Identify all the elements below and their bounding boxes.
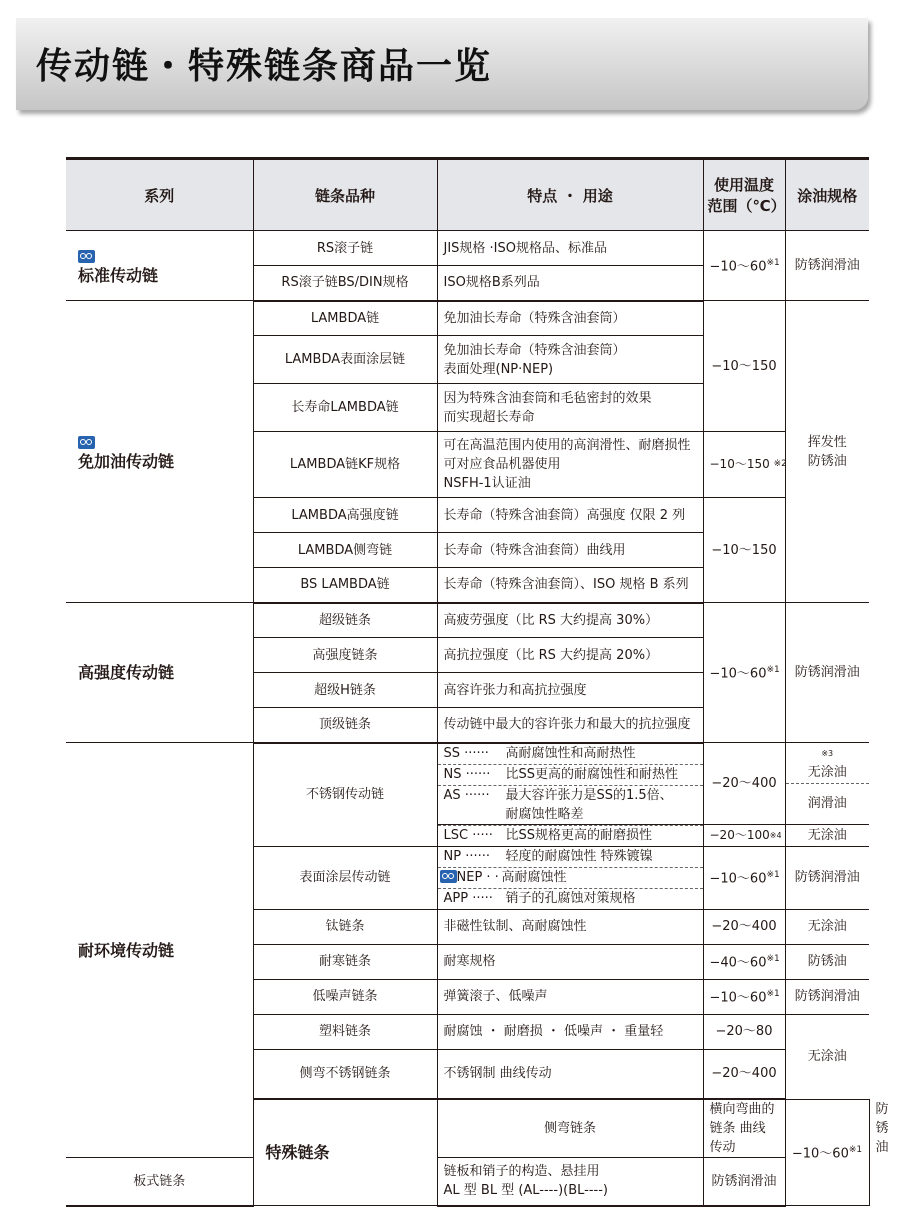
chain-name: 超级链条 [253,603,437,638]
chain-name: RS滚子链BS/DIN规格 [253,266,437,301]
chain-feature: 长寿命（特殊含油套筒）、ISO 规格 B 系列 [437,568,703,603]
chain-feature: 横向弯曲的链条 曲线传动 [703,1099,785,1158]
temp-range: −10～150 [703,301,785,432]
oil-spec: 无涂油 [785,909,869,944]
page-title: 传动链・特殊链条商品一览 [36,46,493,87]
temp-range: $-10\sim 60^{※1}$ [703,603,785,743]
header-oil: 涂油规格 [785,159,869,231]
series-special: 特殊链条 [253,1099,437,1206]
sub-grade: SS ······ 高耐腐蚀性和高耐热性 [438,744,703,765]
temp-range: −10～150 [703,498,785,603]
link-icon [440,870,457,883]
temp-range: −20～100$^{※4}$ [703,824,785,846]
chain-feature: 耐寒规格 [437,944,703,979]
chain-feature: JIS规格 ·ISO规格品、标准品 [437,231,703,266]
chain-feature: 免加油长寿命（特殊含油套筒） [437,301,703,336]
sub-grade: LSC ····· 比SS规格更高的耐磨损性 [438,825,703,846]
temp-range: $-10\sim 60^{※1}$ [703,846,785,909]
link-icon [78,436,95,449]
oil-spec: 防锈油 [785,944,869,979]
temp-range: −20～80 [703,1014,785,1049]
chain-name: RS滚子链 [253,231,437,266]
oil-spec: 防锈润滑油 [785,231,869,301]
table-header [66,159,869,231]
chain-feature: 长寿命（特殊含油套筒）曲线用 [437,533,703,568]
temp-range: −20～400 [703,1049,785,1099]
temp-range: −20～400 [703,743,785,825]
title-banner [16,18,868,110]
table-row [66,743,869,825]
oil-spec: 防锈润滑油 [785,846,869,909]
table-row [66,603,869,638]
chain-name: 高强度链条 [253,638,437,673]
temp-range: $-10\sim 60^{※1}$ [703,979,785,1014]
temp-range: $-10\sim 60^{※1}$ [703,231,785,301]
chain-feature: ISO规格B系列品 [437,266,703,301]
oil-spec: 防锈润滑油 [703,1158,785,1206]
chain-feature: 弹簧滚子、低噪声 [437,979,703,1014]
series-standard: 标准传动链 [66,231,253,301]
chain-feature: 传动链中最大的容许张力和最大的抗拉强度 [437,708,703,743]
header-series: 系列 [66,159,253,231]
chain-name: 侧弯链条 [437,1099,703,1158]
chain-feature: 可在高温范围内使用的高润滑性、耐磨损性 可对应食品机器使用 NSFH-1认证油 [437,432,703,498]
oil-spec: 防锈润滑油 [785,979,869,1014]
chain-name: 不锈钢传动链 [253,743,437,847]
chain-name: LAMBDA高强度链 [253,498,437,533]
chain-feature: 非磁性钛制、高耐腐蚀性 [437,909,703,944]
chain-name: 侧弯不锈钢链条 [253,1049,437,1099]
oil-spec: 防锈润滑油 [785,603,869,743]
temp-range: −20～400 [703,909,785,944]
oil-spec: 无涂油 [785,824,869,846]
header-temperature: 使用温度范围（℃） [703,159,785,231]
chain-feature: 耐腐蚀 ・ 耐磨损 ・ 低噪声 ・ 重量轻 [437,1014,703,1049]
table-row [66,231,869,266]
temp-range: $-40\sim 60^{※1}$ [703,944,785,979]
chain-feature: 高容许张力和高抗拉强度 [437,673,703,708]
link-icon [78,250,95,263]
sub-grade: NS ······ 比SS更高的耐腐蚀性和耐热性 [438,765,703,786]
temp-range: $-10\sim 60^{※1}$ [785,1099,869,1206]
temp-range: −10～150 $^{※2}$ [703,432,785,498]
chain-name: LAMBDA表面涂层链 [253,336,437,384]
chain-name: 板式链条 [66,1158,253,1206]
table-row [66,1158,869,1206]
sub-grade: NEP · · 高耐腐蚀性 [438,868,703,889]
chain-name: 表面涂层传动链 [253,846,437,909]
chain-feature: 免加油长寿命（特殊含油套筒） 表面处理(NP·NEP) [437,336,703,384]
sub-grade: AS ······ 最大容许张力是SS的1.5倍、 耐腐蚀性略差 [443,787,673,822]
header-features: 特点 ・ 用途 [437,159,703,231]
chain-name: LAMBDA侧弯链 [253,533,437,568]
chain-feature: 不锈钢制 曲线传动 [437,1049,703,1099]
table-row [66,301,869,336]
chain-name: LAMBDA链KF规格 [253,432,437,498]
sub-grade: APP ····· 销子的孔腐蚀对策规格 [443,890,636,906]
chain-name: 顶级链条 [253,708,437,743]
chain-feature: 因为特殊含油套筒和毛毡密封的效果 而实现超长寿命 [437,384,703,432]
chain-name: 塑料链条 [253,1014,437,1049]
product-table [66,157,889,1207]
series-environment: 耐环境传动链 [66,743,253,1158]
chain-feature [437,846,703,909]
oil-spec: ※3 无涂油 润滑油 [785,743,869,825]
chain-name: 耐寒链条 [253,944,437,979]
chain-name: 钛链条 [253,909,437,944]
header-chain-type: 链条品种 [253,159,437,231]
chain-feature: 链板和销子的构造、悬挂用 AL 型 BL 型 (AL----)(BL----) [437,1158,703,1206]
series-highstrength: 高强度传动链 [66,603,253,743]
chain-feature [437,824,703,846]
chain-name: LAMBDA链 [253,301,437,336]
oil-spec: 挥发性 防锈油 [785,301,869,603]
chain-feature: 高抗拉强度（比 RS 大约提高 20%） [437,638,703,673]
chain-name: 超级H链条 [253,673,437,708]
oil-spec: 无涂油 [785,1014,869,1099]
sub-grade: NP ······ 轻度的耐腐蚀性 特殊镀镍 [438,847,703,868]
series-lubefree: 免加油传动链 [66,301,253,603]
chain-name: BS LAMBDA链 [253,568,437,603]
chain-feature: 长寿命（特殊含油套筒）高强度 仅限 2 列 [437,498,703,533]
chain-name: 低噪声链条 [253,979,437,1014]
chain-feature: 高疲劳强度（比 RS 大约提高 30%） [437,603,703,638]
chain-name: 长寿命LAMBDA链 [253,384,437,432]
chain-feature [437,743,703,825]
table-row: 特殊链条 侧弯链条 横向弯曲的链条 曲线传动 $-10\sim 60^{※1}$ 防锈油 [66,1099,869,1158]
